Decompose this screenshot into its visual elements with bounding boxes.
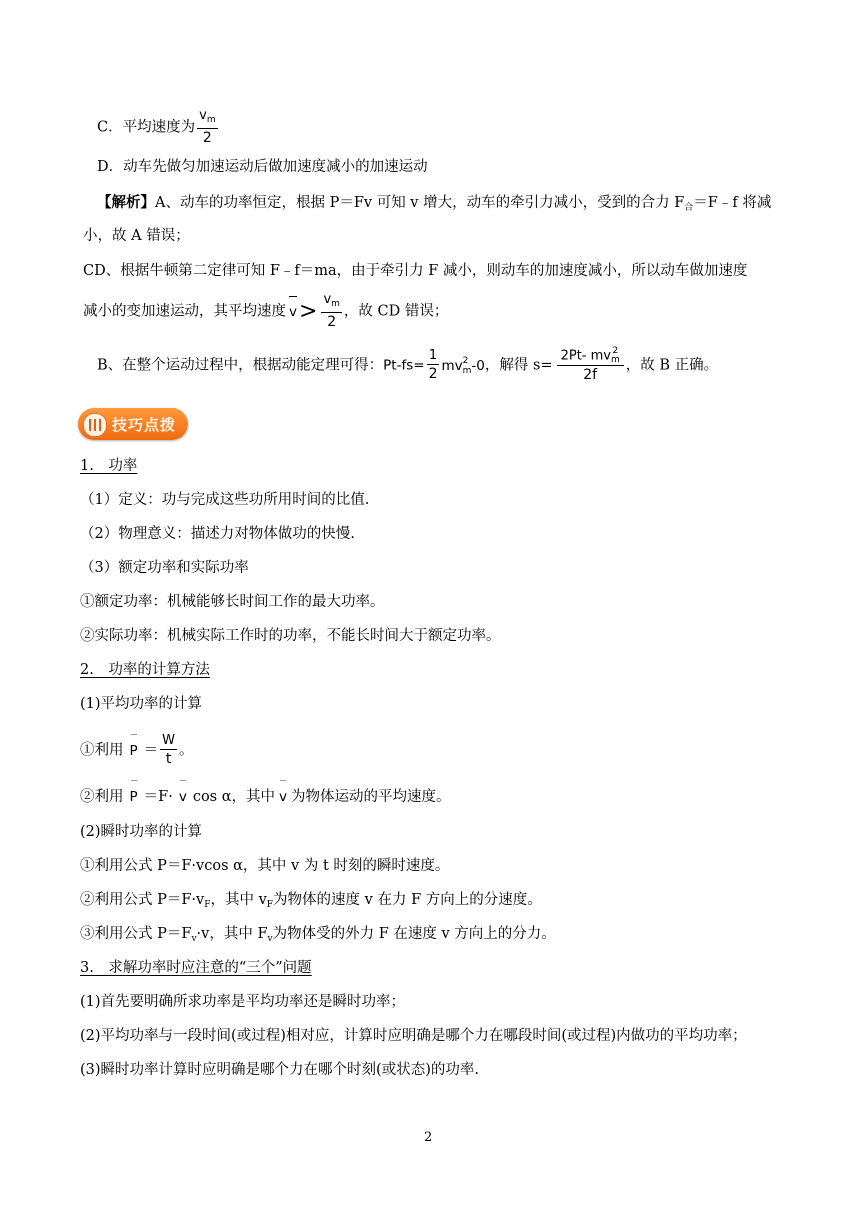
greater-than-sign: > (299, 298, 318, 324)
section-2-line-1: (1)平均功率的计算 (80, 696, 203, 712)
section-2-line-3: ②利用 P ＝F· v cos α，其中 v 为物体运动的平均速度。 (80, 789, 451, 805)
tips-badge (78, 408, 188, 440)
analysis-line-1: 【解析】A、动车的功率恒定，根据 P＝Fv 可知 v 增大，动车的牵引力减小，受到的合力 $F_合=F﹣f$ 将减 (97, 194, 772, 213)
page-number: 2 (424, 1130, 433, 1145)
section-2-title: 2. 功率的计算方法 (80, 662, 210, 678)
section-3-title: 3. 求解功率时应注意的“三个”问题 (80, 960, 312, 976)
option-c-label: C．平均速度为 (97, 119, 196, 136)
analysis-line-2: 小，故 A 错误； (83, 228, 190, 244)
section-1-line-3: （3）额定功率和实际功率 (80, 560, 249, 576)
average-power-symbol: P (129, 742, 138, 759)
section-1-title: 1. 功率 (80, 458, 138, 474)
section-2-line-2: ①利用 P ＝ $\frac{W}{t}$ 。 (80, 733, 194, 767)
w-over-t-fraction: $\frac{W}{t}$ (162, 733, 176, 767)
section-3-line-2: (2)平均功率与一段时间(或过程)相对应，计算时应明确是哪个力在哪段时间(或过程)内做功的平均功率； (80, 1028, 747, 1044)
displacement-fraction: 2Pt- mv 2 m 2f (557, 347, 624, 384)
section-3-line-1: (1)首先要明确所求功率是平均功率还是瞬时功率； (80, 994, 406, 1010)
section-2-line-5: ①利用公式 P＝F·vcos α，其中 v 为 t 时刻的瞬时速度。 (80, 858, 450, 874)
average-velocity-symbol-3: v (279, 789, 288, 805)
section-3-line-3: (3)瞬时功率计算时应明确是哪个力在哪个时刻(或状态)的功率. (80, 1062, 479, 1078)
analysis-line-3: CD、根据牛顿第二定律可知 F﹣f＝ma，由于牵引力 F 减小，则动车的加速度减小，所以动车做加速度 (83, 263, 748, 279)
books-icon (83, 413, 107, 437)
section-1-line-1: （1）定义：功与完成这些功所用时间的比值. (80, 492, 370, 508)
analysis-tag: 【解析】 (97, 194, 155, 211)
average-power-symbol-2: P (129, 789, 138, 805)
section-1-line-4: ①额定功率：机械能够长时间工作的最大功率。 (80, 594, 385, 610)
option-c (97, 108, 220, 147)
analysis-fraction-vm-2: $\frac{v_m}{2}$ (323, 292, 340, 330)
average-velocity-symbol-2: v (178, 789, 187, 805)
section-2-line-7: ③利用公式 $P=F_v\cdot v$，其中 $F_v$为物体受的外力 F 在速度 v 方向上的分力。 (80, 926, 556, 944)
option-c-fraction: $\frac{v_m}{2}$ (199, 108, 216, 146)
one-half-fraction: $\frac{1}{2}$ (428, 348, 438, 382)
analysis-line-4: 减小的变加速运动，其平均速度 v> $\frac{v_m}{2}$ ，故 CD 错误； (83, 292, 449, 330)
section-2-line-6: ②利用公式 $P=F\cdot v_F$，其中 $v_F$为物体的速度 v 在力 F 方向上的分速度。 (80, 892, 542, 910)
analysis-line-5: B、在整个运动过程中，根据动能定理可得：Pt-fs= $\frac{1}{2}$ mv 2 m -0，解得 s= 2Pt- mv 2 m 2f ，故 B 正确。 (97, 346, 719, 383)
section-1-line-5: ②实际功率：机械实际工作时的功率，不能长时间大于额定功率。 (80, 628, 501, 644)
section-2-line-4: (2)瞬时功率的计算 (80, 824, 203, 840)
average-velocity-symbol: v (289, 303, 297, 320)
tips-badge-label: 技巧点拨 (112, 416, 177, 434)
option-d: D．动车先做匀加速运动后做加速度减小的加速运动 (97, 159, 428, 175)
section-1-line-2: （2）物理意义：描述力对物体做功的快慢. (80, 526, 355, 542)
